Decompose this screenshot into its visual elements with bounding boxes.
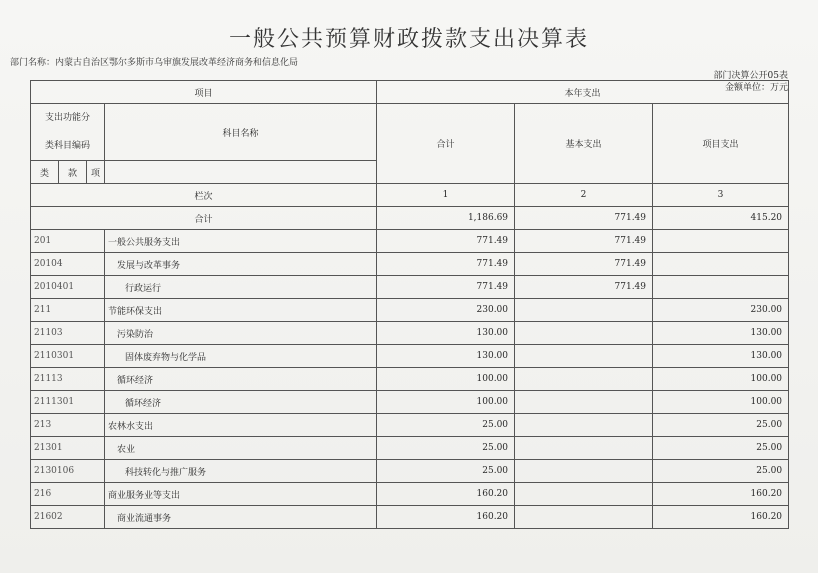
row-code: 201 <box>31 230 105 253</box>
row-subject-name: 发展与改革事务 <box>105 253 377 276</box>
col-index-3: 3 <box>653 184 789 207</box>
table-row <box>31 230 789 253</box>
header-xiang: 项 <box>87 161 105 184</box>
row-total: 771.49 <box>377 253 515 276</box>
row-project: 25.00 <box>653 460 789 483</box>
row-subject-name: 循环经济 <box>105 368 377 391</box>
header-project-exp: 项目支出 <box>653 104 789 184</box>
row-total: 771.49 <box>377 276 515 299</box>
row-subject-name: 农业 <box>105 437 377 460</box>
row-subject-name: 科技转化与推广服务 <box>105 460 377 483</box>
total-row-project: 415.20 <box>653 207 789 230</box>
row-total: 100.00 <box>377 391 515 414</box>
row-total: 25.00 <box>377 437 515 460</box>
row-basic <box>515 391 653 414</box>
total-row-total: 1,186.69 <box>377 207 515 230</box>
row-basic <box>515 322 653 345</box>
row-project: 130.00 <box>653 345 789 368</box>
row-code: 2110301 <box>31 345 105 368</box>
row-basic <box>515 368 653 391</box>
row-total: 160.20 <box>377 483 515 506</box>
row-subject-name: 固体废弃物与化学品 <box>105 345 377 368</box>
table-row <box>31 276 789 299</box>
row-code: 21602 <box>31 506 105 529</box>
row-total: 25.00 <box>377 460 515 483</box>
col-index-1: 1 <box>377 184 515 207</box>
row-basic <box>515 437 653 460</box>
header-func-code-b: 类科目编码 <box>44 141 90 151</box>
department-line: 部门名称：内蒙古自治区鄂尔多斯市乌审旗发展改革经济商务和信息化局 <box>10 58 299 68</box>
amount-unit: 金额单位：万元 <box>724 83 788 93</box>
header-project: 项目 <box>31 81 377 104</box>
row-code: 211 <box>31 299 105 322</box>
row-subject-name: 行政运行 <box>105 276 377 299</box>
row-code: 21301 <box>31 437 105 460</box>
row-project: 25.00 <box>653 414 789 437</box>
row-code: 2111301 <box>31 391 105 414</box>
row-subject-name: 循环经济 <box>105 391 377 414</box>
table-row <box>31 437 789 460</box>
table-row <box>31 299 789 322</box>
row-basic <box>515 345 653 368</box>
row-subject-name: 一般公共服务支出 <box>105 230 377 253</box>
row-index-label: 栏次 <box>31 184 377 207</box>
row-total: 130.00 <box>377 345 515 368</box>
row-subject-name: 节能环保支出 <box>105 299 377 322</box>
page-title: 一般公共预算财政拨款支出决算表 <box>228 27 589 52</box>
row-code: 21113 <box>31 368 105 391</box>
row-total: 130.00 <box>377 322 515 345</box>
row-project: 130.00 <box>653 322 789 345</box>
row-basic: 771.49 <box>515 276 653 299</box>
header-lei: 类 <box>31 161 59 184</box>
table-row <box>31 368 789 391</box>
row-code: 2130106 <box>31 460 105 483</box>
row-basic <box>515 414 653 437</box>
row-subject-name: 污染防治 <box>105 322 377 345</box>
table-row <box>31 506 789 529</box>
row-total: 25.00 <box>377 414 515 437</box>
row-total: 230.00 <box>377 299 515 322</box>
row-project: 160.20 <box>653 483 789 506</box>
row-project: 100.00 <box>653 368 789 391</box>
row-project <box>653 253 789 276</box>
row-code: 2010401 <box>31 276 105 299</box>
header-func-code <box>31 104 105 161</box>
total-row-basic: 771.49 <box>515 207 653 230</box>
row-project: 25.00 <box>653 437 789 460</box>
table-row <box>31 391 789 414</box>
row-subject-name: 农林水支出 <box>105 414 377 437</box>
table-row <box>31 345 789 368</box>
row-project: 230.00 <box>653 299 789 322</box>
header-current-year: 本年支出 <box>377 81 789 104</box>
row-basic <box>515 483 653 506</box>
row-project <box>653 276 789 299</box>
table-row <box>31 414 789 437</box>
header-kuan: 款 <box>59 161 87 184</box>
row-basic <box>515 460 653 483</box>
row-basic <box>515 506 653 529</box>
row-basic: 771.49 <box>515 230 653 253</box>
col-index-2: 2 <box>515 184 653 207</box>
table-row <box>31 483 789 506</box>
table-row <box>31 253 789 276</box>
header-subject-placeholder <box>105 161 377 184</box>
row-total: 771.49 <box>377 230 515 253</box>
form-number: 部门决算公开05表 <box>713 71 788 81</box>
header-subject-name: 科目名称 <box>105 104 377 161</box>
row-code: 213 <box>31 414 105 437</box>
header-func-code-a: 支出功能分 <box>44 113 90 123</box>
data-rows <box>31 230 789 529</box>
row-code: 20104 <box>31 253 105 276</box>
row-code: 21103 <box>31 322 105 345</box>
table-row <box>31 322 789 345</box>
row-basic <box>515 299 653 322</box>
row-subject-name: 商业服务业等支出 <box>105 483 377 506</box>
header-basic: 基本支出 <box>515 104 653 184</box>
expenditure-table <box>30 80 789 529</box>
table-row <box>31 460 789 483</box>
row-project: 100.00 <box>653 391 789 414</box>
row-total: 100.00 <box>377 368 515 391</box>
row-basic: 771.49 <box>515 253 653 276</box>
row-total: 160.20 <box>377 506 515 529</box>
header-total: 合计 <box>377 104 515 184</box>
row-code: 216 <box>31 483 105 506</box>
row-subject-name: 商业流通事务 <box>105 506 377 529</box>
row-project <box>653 230 789 253</box>
total-row-label: 合计 <box>31 207 377 230</box>
row-project: 160.20 <box>653 506 789 529</box>
